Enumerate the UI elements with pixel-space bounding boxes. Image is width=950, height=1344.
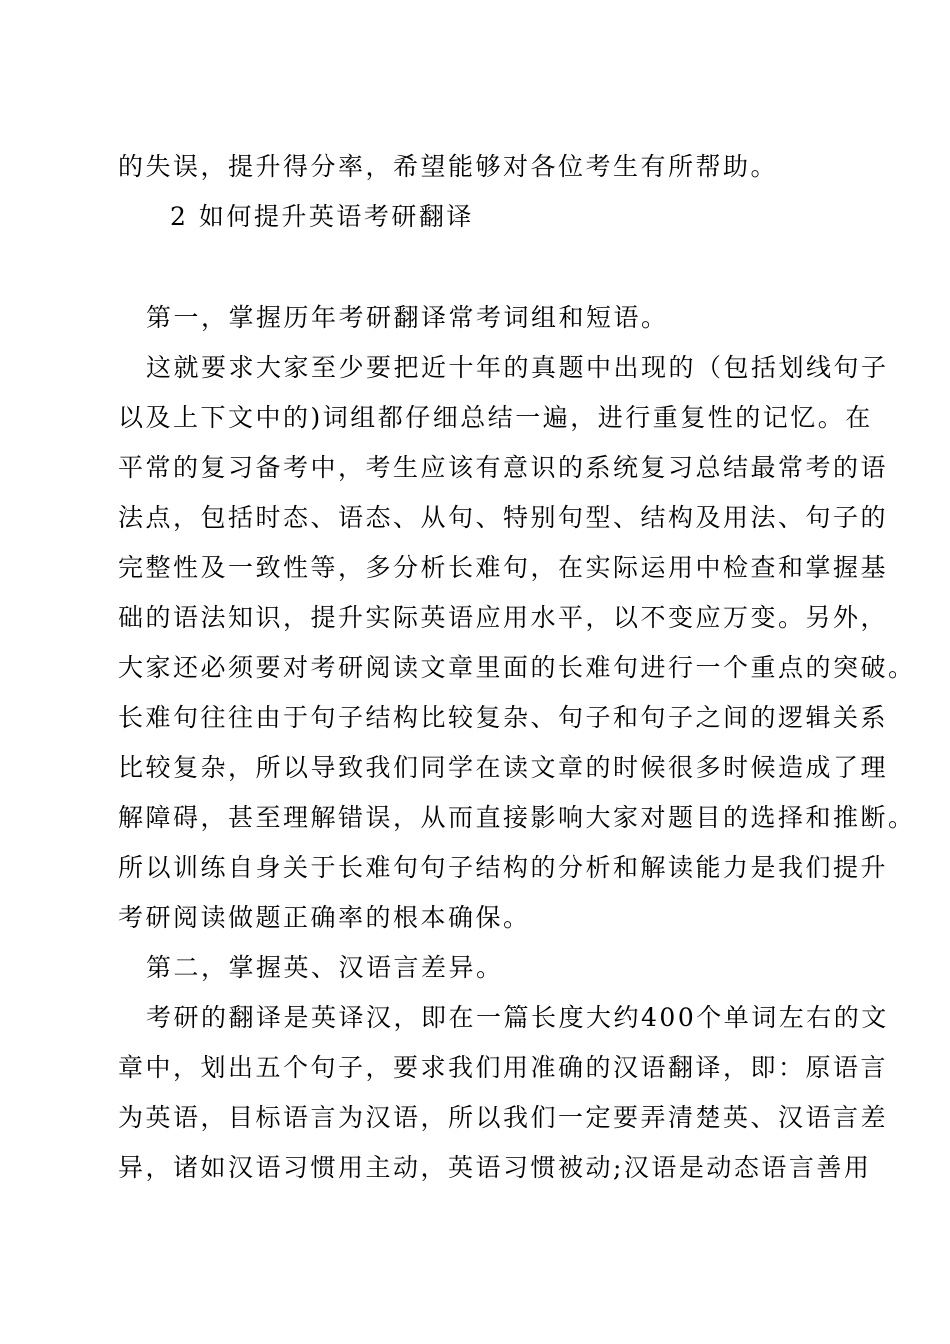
paragraph-line: 法点，包括时态、语态、从句、特别句型、结构及用法、句子的 [118,503,889,532]
paragraph-line: 以及上下文中的)词组都仔细总结一遍，进行重复性的记忆。在 [118,403,873,432]
paragraph-line: 的失误，提升得分率，希望能够对各位考生有所帮助。 [118,152,779,181]
paragraph-line: 这就要求大家至少要把近十年的真题中出现的（包括划线句子 [146,353,889,382]
paragraph-heading: 第二，掌握英、汉语言差异。 [146,953,504,982]
paragraph-line: 长难句往往由于句子结构比较复杂、句子和句子之间的逻辑关系 [118,703,889,732]
paragraph-line: 为英语，目标语言为汉语，所以我们一定要弄清楚英、汉语言差 [118,1103,889,1132]
paragraph-line: 平常的复习备考中，考生应该有意识的系统复习总结最常考的语 [118,453,889,482]
paragraph-line: 所以训练自身关于长难句句子结构的分析和解读能力是我们提升 [118,853,889,882]
paragraph-line: 大家还必须要对考研阅读文章里面的长难句进行一个重点的突破。 [118,653,916,682]
paragraph-heading: 第一，掌握历年考研翻译常考词组和短语。 [146,303,669,332]
paragraph-line: 比较复杂，所以导致我们同学在读文章的时候很多时候造成了理 [118,753,889,782]
paragraph-line: 考研阅读做题正确率的根本确保。 [118,903,531,932]
paragraph-line: 考研的翻译是英译汉，即在一篇长度大约400个单词左右的文 [146,1003,889,1032]
paragraph-line: 章中，划出五个句子，要求我们用准确的汉语翻译，即：原语言 [118,1053,889,1082]
paragraph-line: 完整性及一致性等，多分析长难句，在实际运用中检查和掌握基 [118,553,889,582]
paragraph-line: 解障碍，甚至理解错误，从而直接影响大家对题目的选择和推断。 [118,803,916,832]
paragraph-line: 础的语法知识，提升实际英语应用水平，以不变应万变。另外， [118,603,889,632]
paragraph-line: 异，诸如汉语习惯用主动，英语习惯被动;汉语是动态语言善用 [118,1153,872,1182]
section-heading: 2 如何提升英语考研翻译 [170,202,474,231]
